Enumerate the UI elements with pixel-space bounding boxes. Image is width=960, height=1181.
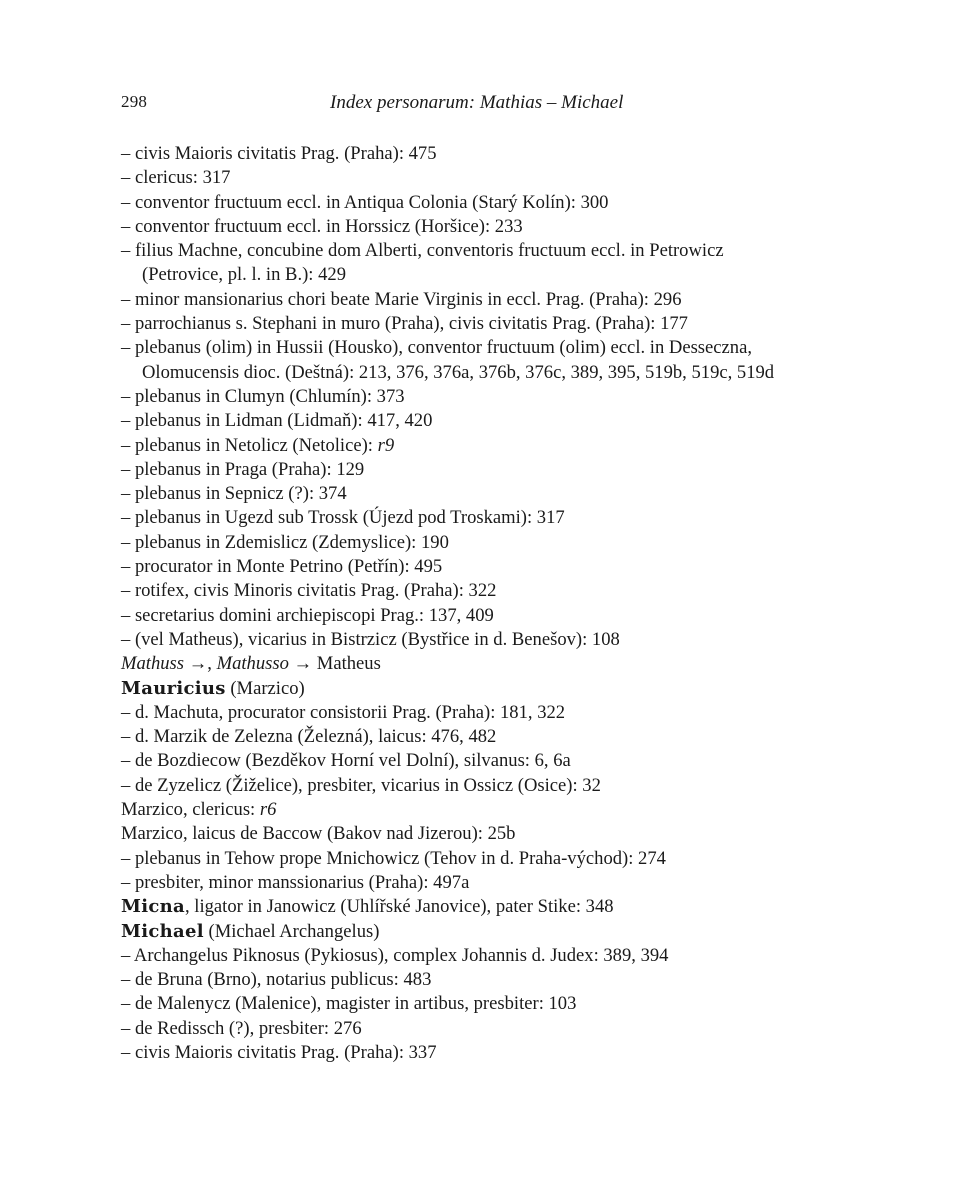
index-entry: – d. Marzik de Zelezna (Železná), laicus: 476, 482 — [121, 726, 497, 748]
index-entry — [121, 798, 836, 822]
index-entry: – (vel Matheus), vicarius in Bistrzicz (Bystřice in d. Benešov): 108 — [121, 628, 620, 650]
headword: Micna — [121, 896, 185, 918]
index-entry: – de Bruna (Brno), notarius publicus: 483 — [121, 969, 432, 991]
index-entry: – de Zyzelicz (Žiželice), presbiter, vicarius in Ossicz (Osice): 32 — [121, 774, 601, 796]
index-entry-continuation: (Petrovice, pl. l. in B.): 429 — [142, 264, 346, 286]
headword-entry — [121, 920, 836, 944]
index-entry: – de Malenycz (Malenice), magister in artibus, presbiter: 103 — [121, 993, 577, 1015]
page-number: 298 — [121, 92, 148, 111]
entry-text: (Michael Archangelus) — [203, 920, 380, 942]
index-entry: – de Redissch (?), presbiter: 276 — [121, 1017, 362, 1039]
entry-text: , ligator in Janowicz (Uhlířské Janovice), pater Stike: 348 — [184, 896, 614, 918]
index-entry: – plebanus in Ugezd sub Trossk (Újezd pod Troskami): 317 — [121, 507, 565, 529]
ref-name: Mathuss — [121, 653, 185, 675]
headword: Mauricius — [121, 677, 226, 699]
index-entry-continuation: Olomucensis dioc. (Deštná): 213, 376, 376a, 376b, 376c, 389, 395, 519b, 519c, 519d — [142, 361, 775, 383]
index-entry: – secretarius domini archiepiscopi Prag.: 137, 409 — [121, 604, 494, 626]
index-entry: – conventor fructuum eccl. in Antiqua Colonia (Starý Kolín): 300 — [121, 191, 609, 213]
index-entry: – presbiter, minor manssionarius (Praha): 497a — [121, 871, 470, 893]
index-entry: – plebanus in Sepnicz (?): 374 — [121, 483, 347, 505]
index-entry: – civis Maioris civitatis Prag. (Praha): 475 — [121, 143, 437, 164]
headword: Michael — [121, 920, 204, 942]
index-entry: – procurator in Monte Petrino (Petřín): 495 — [121, 556, 443, 578]
index-entry: – d. Machuta, procurator consistorii Prag. (Praha): 181, 322 — [121, 701, 566, 723]
index-entry: – plebanus (olim) in Hussii (Housko), conventor fructuum (olim) eccl. in Desseczna, — [121, 337, 752, 359]
entry-ref: r6 — [259, 799, 277, 821]
index-entry: – de Bozdiecow (Bezděkov Horní vel Dolní), silvanus: 6, 6a — [121, 750, 571, 772]
index-entry: – plebanus in Praga (Praha): 129 — [121, 458, 365, 480]
cross-reference — [121, 652, 836, 676]
index-entry: – clericus: 317 — [121, 167, 231, 189]
index-body — [121, 142, 836, 1065]
index-entry: – parrochianus s. Stephani in muro (Praha), civis civitatis Prag. (Praha): 177 — [121, 313, 688, 335]
running-head: Index personarum: Mathias – Michael — [330, 92, 624, 113]
index-entry: – rotifex, civis Minoris civitatis Prag. (Praha): 322 — [121, 580, 497, 602]
index-entry: – Archangelus Piknosus (Pykiosus), complex Johannis d. Judex: 389, 394 — [121, 944, 669, 966]
entry-text: Marzico, clericus: — [121, 799, 260, 821]
index-entry: – minor mansionarius chori beate Marie Virginis in eccl. Prag. (Praha): 296 — [121, 288, 682, 310]
headword-entry — [121, 677, 836, 701]
ref-target: → Matheus — [288, 653, 381, 675]
entry-text: (Marzico) — [225, 677, 305, 699]
ref-name: Mathusso — [216, 653, 289, 675]
index-entry: – plebanus in Lidman (Lidmaň): 417, 420 — [121, 410, 433, 432]
index-entry: – plebanus in Tehow prope Mnichowicz (Tehov in d. Praha-východ): 274 — [121, 847, 666, 869]
index-entry: – filius Machne, concubine dom Alberti, conventoris fructuum eccl. in Petrowicz — [121, 240, 724, 262]
index-entry: – conventor fructuum eccl. in Horssicz (Horšice): 233 — [121, 215, 523, 237]
index-entry: Marzico, laicus de Baccow (Bakov nad Jizerou): 25b — [121, 823, 516, 845]
entry-text: – plebanus in Netolicz (Netolice): — [121, 434, 378, 456]
index-entry: – plebanus in Zdemislicz (Zdemyslice): 190 — [121, 531, 449, 553]
headword-entry — [121, 895, 836, 919]
entry-ref: r9 — [377, 434, 395, 456]
index-entry: – plebanus in Clumyn (Chlumín): 373 — [121, 385, 405, 407]
ref-arrow: →, — [184, 653, 217, 675]
index-entry — [121, 434, 836, 458]
index-entry: – civis Maioris civitatis Prag. (Praha): 337 — [121, 1041, 437, 1063]
